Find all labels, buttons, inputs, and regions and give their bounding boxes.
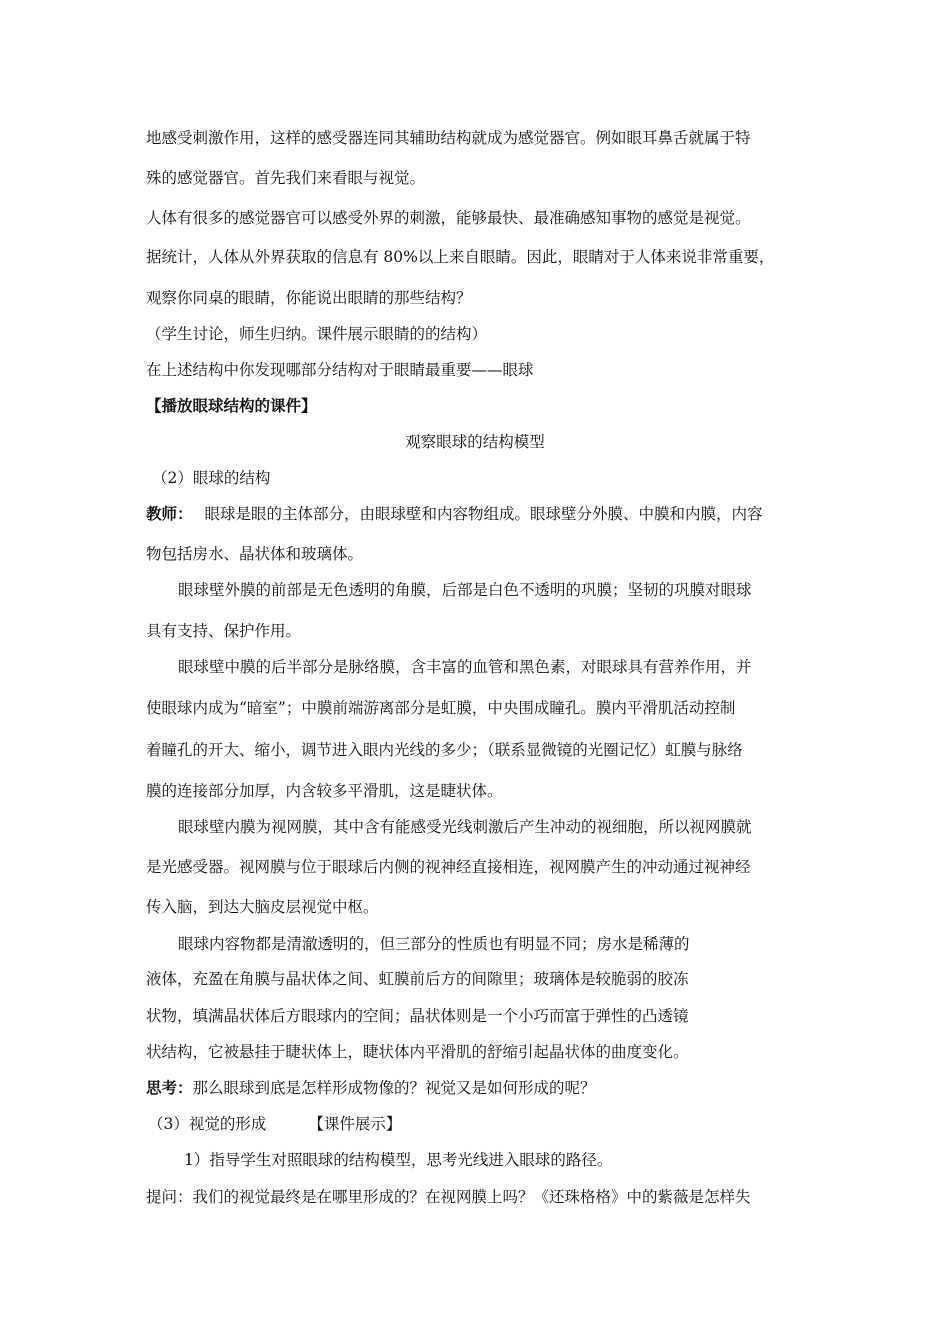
teacher-paragraph	[146, 504, 763, 524]
courseware-note: 【课件展示】	[308, 1115, 402, 1133]
text-line: 传入脑，到达大脑皮层视觉中枢。	[146, 898, 379, 916]
text-line: 提问：我们的视觉最终是在哪里形成的？在视网膜上吗？《还珠格格》中的紫薇是怎样失	[146, 1188, 751, 1206]
text-line: 液体，充盈在角膜与晶状体之间、虹膜前后方的间隙里；玻璃体是较脆弱的胶冻	[146, 970, 689, 988]
text-line: 眼球壁内膜为视网膜，其中含有能感受光线刺激后产生冲动的视细胞，所以视网膜就	[178, 818, 752, 836]
text-line: 使眼球内成为“暗室”；中膜前端游离部分是虹膜，中央围成瞳孔。膜内平滑肌活动控制	[146, 699, 736, 717]
text-line: 物包括房水、晶状体和玻璃体。	[146, 545, 364, 563]
text-line: 是光感受器。视网膜与位于眼球后内侧的视神经直接相连，视网膜产生的冲动通过视神经	[146, 858, 751, 876]
text-line: 眼球壁外膜的前部是无色透明的角膜，后部是白色不透明的巩膜；坚韧的巩膜对眼球	[178, 581, 752, 599]
subsection-heading: （2）眼球的结构	[152, 469, 271, 487]
text-line: 眼球内容物都是清澈透明的，但三部分的性质也有明显不同；房水是稀薄的	[178, 935, 690, 953]
subsection-heading	[148, 1114, 401, 1134]
teacher-label: 教师：	[146, 504, 193, 523]
subsection-title: （3）视觉的形成	[148, 1115, 267, 1133]
text-line: 1）指导学生对照眼球的结构模型，思考光线进入眼球的路径。	[184, 1151, 613, 1169]
text-line: 地感受刺激作用，这样的感受器连同其辅助结构就成为感觉器官。例如眼耳鼻舌就属于特	[146, 129, 751, 147]
think-paragraph	[146, 1078, 596, 1098]
text-line: 具有支持、保护作用。	[146, 622, 302, 640]
think-label: 思考：	[146, 1078, 193, 1097]
text-line: 状物，填满晶状体后方眼球内的空间；晶状体则是一个小巧而富于弹性的凸透镜	[146, 1007, 689, 1025]
text-line: 据统计，人体从外界获取的信息有 80%以上来自眼睛。因此，眼睛对于人体来说非常重要，	[146, 248, 775, 266]
text-line: 那么眼球到底是怎样形成物像的？视觉又是如何形成的呢？	[192, 1079, 596, 1097]
text-line: 状结构，它被悬挂于睫状体上，睫状体内平滑肌的舒缩引起晶状体的曲度变化。	[146, 1043, 689, 1061]
text-line: 在上述结构中你发现哪部分结构对于眼睛最重要——眼球	[146, 361, 534, 379]
figure-caption: 观察眼球的结构模型	[405, 433, 545, 451]
section-heading: 【播放眼球结构的课件】	[146, 396, 317, 415]
text-line: 着瞳孔的开大、缩小，调节进入眼内光线的多少；（联系显微镜的光圈记忆）虹膜与脉络	[146, 741, 743, 759]
text-line: 眼球是眼的主体部分，由眼球壁和内容物组成。眼球壁分外膜、中膜和内膜，内容	[204, 505, 763, 523]
text-line: 膜的连接部分加厚，内含较多平滑肌，这是睫状体。	[146, 782, 503, 800]
text-line: 眼球壁中膜的后半部分是脉络膜，含丰富的血管和黑色素，对眼球具有营养作用，并	[178, 658, 752, 676]
text-line: 殊的感觉器官。首先我们来看眼与视觉。	[146, 169, 426, 187]
text-line: 观察你同桌的眼睛，你能说出眼睛的那些结构？	[146, 289, 472, 307]
text-line: 人体有很多的感觉器官可以感受外界的刺激，能够最快、最准确感知事物的感觉是视觉。	[146, 209, 751, 227]
text-line: （学生讨论，师生归纳。课件展示眼睛的的结构）	[146, 325, 488, 343]
